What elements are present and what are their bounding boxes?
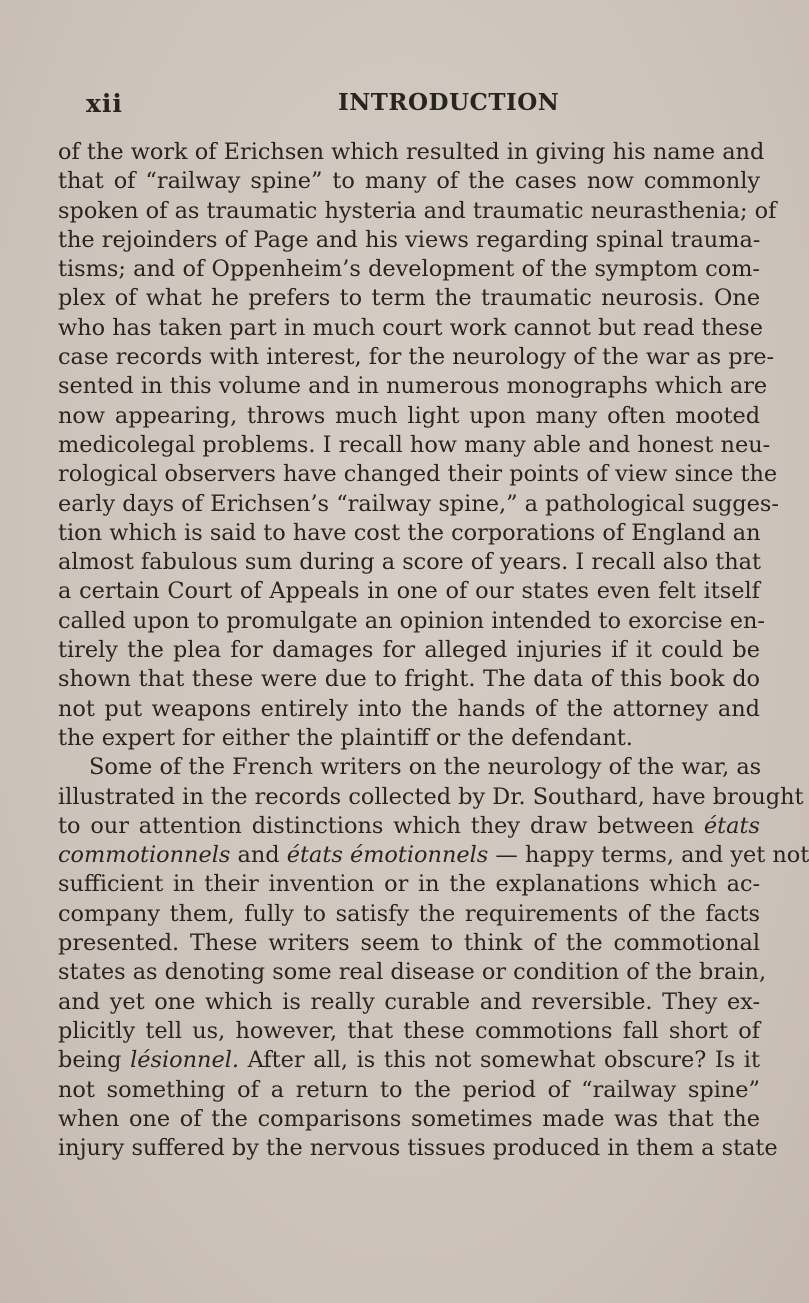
- text-line: Some of the French writers on the neurology of the war, as: [89, 754, 762, 781]
- text-line: sented in this volume and in numerous monographs which are: [58, 373, 768, 400]
- text-line: sufficient in their invention or in the explanations which ac-: [58, 871, 761, 898]
- text-line: tion which is said to have cost the corporations of England an: [58, 519, 761, 546]
- running-head: [86, 89, 760, 121]
- body-text: [58, 138, 809, 1163]
- text-line: and yet one which is really curable and reversible. They ex-: [58, 988, 761, 1015]
- text-line: plicitly tell us, however, that these commotions fall short of: [58, 1017, 761, 1044]
- paragraph: [58, 138, 779, 753]
- text-line: medicolegal problems. I recall how many able and honest neu-: [58, 431, 771, 458]
- text-line: injury suffered by the nervous tissues produced in them a state: [58, 1135, 778, 1162]
- text-line: to our attention distinctions which they draw between états: [58, 812, 760, 839]
- text-line: presented. These writers seem to think of the commotional: [58, 930, 761, 957]
- text-line: illustrated in the records collected by Dr. Southard, have brought: [58, 783, 804, 810]
- text-line: that of “railway spine” to many of the cases now commonly: [58, 168, 761, 195]
- text-line: case records with interest, for the neurology of the war as pre-: [58, 344, 775, 371]
- text-line: company them, fully to satisfy the requirements of the facts: [58, 900, 761, 927]
- text-line: called upon to promulgate an opinion intended to exorcise en-: [58, 607, 765, 634]
- text-line: who has taken part in much court work cannot but read these: [58, 314, 764, 341]
- text-line: rological observers have changed their points of view since the: [58, 461, 778, 488]
- text-line: states as denoting some real disease or condition of the brain,: [58, 959, 767, 986]
- text-line: not put weapons entirely into the hands of the attorney and: [58, 695, 760, 722]
- text-line: tisms; and of Oppenheim’s development of the symptom com-: [58, 256, 760, 283]
- page-number: xii: [86, 89, 123, 118]
- text-line: commotionnels and états émotionnels — happy terms, and yet not: [58, 842, 809, 869]
- text-line: early days of Erichsen’s “railway spine,” a pathological sugges-: [58, 490, 779, 517]
- text-line: spoken of as traumatic hysteria and traumatic neurasthenia; of: [58, 197, 777, 224]
- running-head-title: INTRODUCTION: [338, 89, 560, 116]
- text-line: a certain Court of Appeals in one of our states even felt itself: [58, 578, 760, 605]
- text-line: tirely the plea for damages for alleged injuries if it could be: [58, 637, 760, 664]
- text-line: of the work of Erichsen which resulted in giving his name and: [58, 139, 765, 165]
- text-line: the expert for either the plaintiff or the defendant.: [58, 724, 633, 751]
- text-line: the rejoinders of Page and his views regarding spinal trauma-: [58, 226, 761, 253]
- text-line: shown that these were due to fright. The data of this book do: [58, 666, 761, 693]
- text-line: being lésionnel. After all, is this not somewhat obscure? Is it: [58, 1047, 760, 1074]
- text-line: not something of a return to the period of “railway spine”: [58, 1076, 760, 1103]
- text-line: when one of the comparisons sometimes made was that the: [58, 1105, 760, 1132]
- paragraph: [58, 753, 809, 1163]
- text-line: now appearing, throws much light upon many often mooted: [58, 402, 761, 429]
- text-line: almost fabulous sum during a score of years. I recall also that: [58, 549, 762, 576]
- text-line: plex of what he prefers to term the traumatic neurosis. One: [58, 285, 761, 312]
